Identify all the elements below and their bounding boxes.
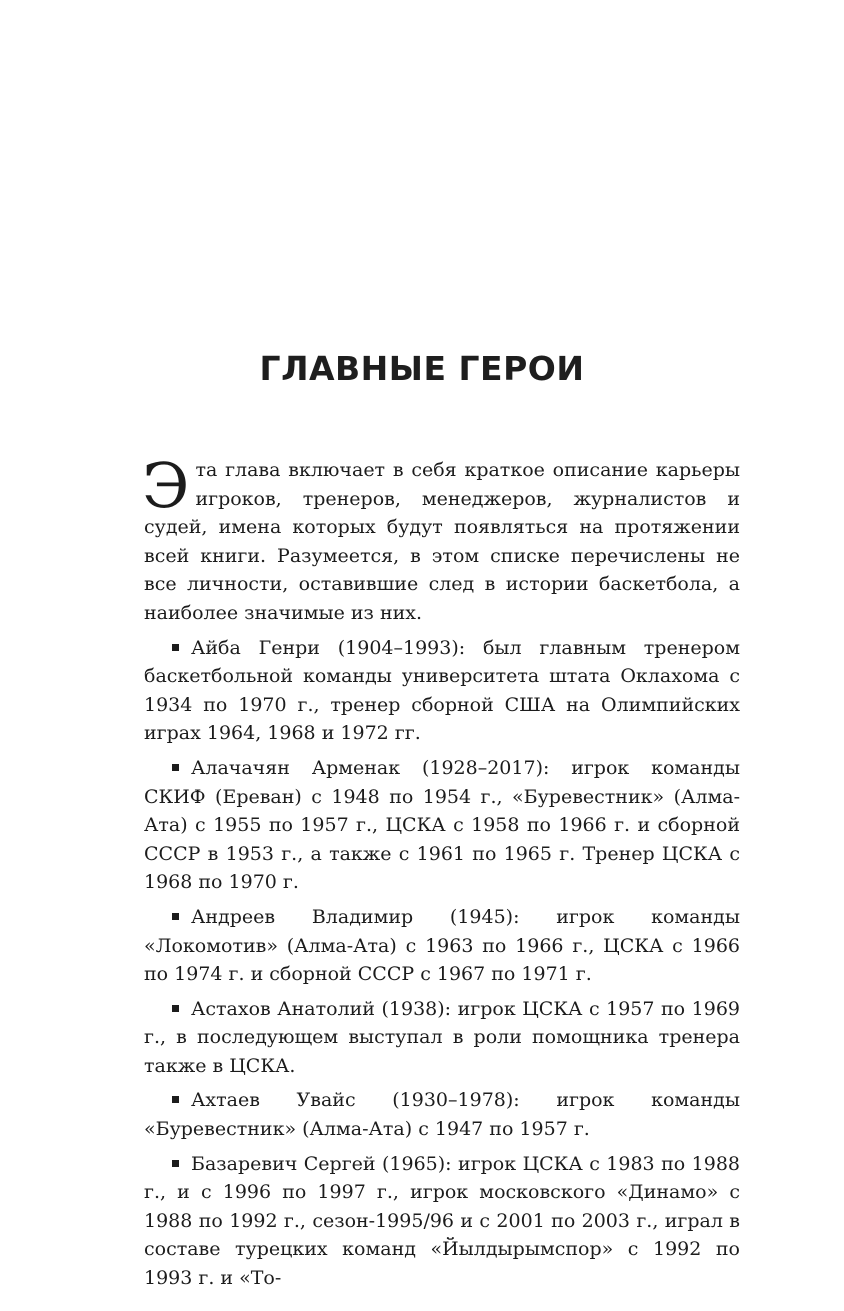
- square-bullet-icon: [172, 644, 179, 651]
- chapter-body: [142, 449, 740, 1299]
- list-item: [144, 754, 740, 897]
- list-item: [144, 903, 740, 989]
- entry-text: Базаревич Сергей (1965): игрок ЦСКА с 1983 по 1988 г., и с 1996 по 1997 г., игрок московского «Динамо» с 1988 по 1992 г., сезон-1995/96 и с 2001 по 2003 г., играл в составе турецких команд «Йылдырымспор» с 1992 по 1993 г. и «То-: [144, 1152, 740, 1290]
- drop-cap: Э: [142, 449, 190, 522]
- entry-text: Андреев Владимир (1945): игрок команды «Локомотив» (Алма-Ата) с 1963 по 1966 г., ЦСКА с 1966 по 1974 г. и сборной СССР с 1967 по 1971 г.: [144, 905, 740, 986]
- intro-paragraph: [142, 449, 740, 628]
- square-bullet-icon: [172, 1096, 179, 1103]
- list-item: [144, 1086, 740, 1143]
- square-bullet-icon: [172, 913, 179, 920]
- entry-text: Ахтаев Увайс (1930–1978): игрок команды «Буревестник» (Алма-Ата) с 1947 по 1957 г.: [144, 1089, 740, 1141]
- list-item: [144, 1150, 740, 1293]
- biography-list: [144, 634, 740, 1293]
- entry-text: Астахов Анатолий (1938): игрок ЦСКА с 1957 по 1969 г., в последующем выступал в роли помощника тренера также в ЦСКА.: [144, 997, 740, 1077]
- list-item: [144, 995, 740, 1081]
- square-bullet-icon: [172, 764, 179, 771]
- entry-text: Айба Генри (1904–1993): был главным тренером баскетбольной команды университета штата Оклахома с 1934 по 1970 г., тренер сборной США на Олимпийских играх 1964, 1968 и 1972 гг.: [144, 636, 740, 745]
- square-bullet-icon: [172, 1160, 179, 1167]
- chapter-title: ГЛАВНЫЕ ГЕРОИ: [259, 349, 585, 388]
- entry-text: Алачачян Арменак (1928–2017): игрок команды СКИФ (Ереван) с 1948 по 1954 г., «Буревестник» (Алма-Ата) с 1955 по 1957 г., ЦСКА с 1958 по 1966 г. и сборной СССР в 1953 г., а также с 1961 по 1965 г. Тренер ЦСКА с 1968 по 1970 г.: [144, 756, 740, 894]
- list-item: [144, 634, 740, 748]
- square-bullet-icon: [172, 1005, 179, 1012]
- intro-text: та глава включает в себя краткое описание карьеры игроков, тренеров, менеджеров, журналистов и судей, имена которых будут появляться на протяжении всей книги. Разумеется, в этом списке перечислены не все личности, оставившие след в истории баскетбола, а наиболее значимые из них.: [144, 459, 740, 624]
